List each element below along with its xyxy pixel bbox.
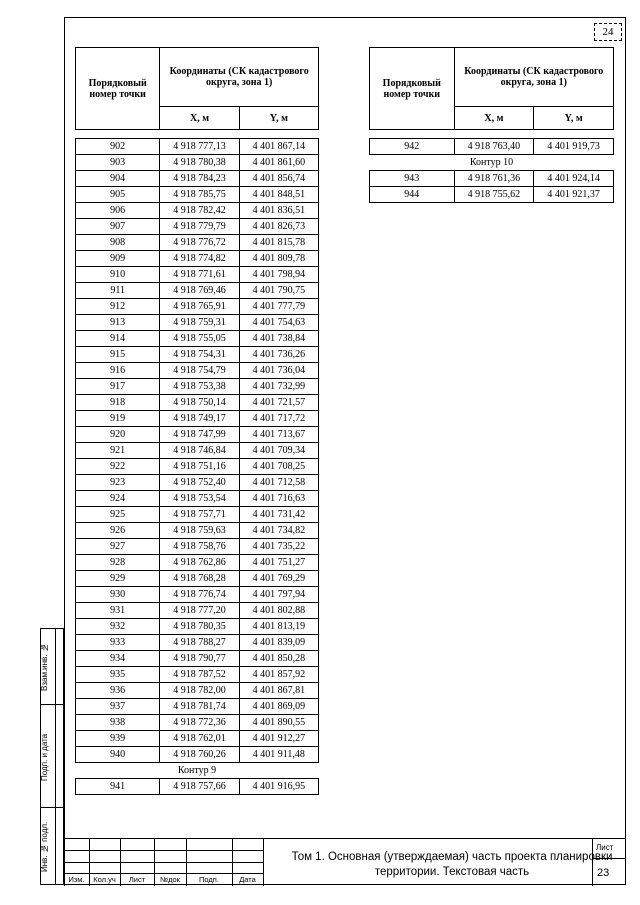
point-number-cell: 944 (370, 187, 455, 203)
point-number-cell: 933 (76, 635, 160, 651)
y-coordinate-cell: 4 401 721,57 (239, 395, 318, 411)
table-row (76, 363, 319, 379)
left-table-body (76, 139, 319, 795)
table-row (76, 587, 319, 603)
y-coordinate-cell: 4 401 890,55 (239, 715, 318, 731)
y-coordinate-cell: 4 401 839,09 (239, 635, 318, 651)
table-row (76, 699, 319, 715)
contour-label: Контур 9 (76, 763, 319, 779)
title-label-count: Кол.уч (93, 875, 116, 884)
x-coordinate-cell: 4 918 762,86 (160, 555, 239, 571)
page-number: 24 (594, 23, 622, 41)
point-number-cell: 922 (76, 459, 160, 475)
x-coordinate-cell: 4 918 768,28 (160, 571, 239, 587)
x-coordinate-cell: 4 918 753,54 (160, 491, 239, 507)
point-number-cell: 942 (370, 139, 455, 155)
table-row (76, 747, 319, 763)
y-coordinate-cell: 4 401 813,19 (239, 619, 318, 635)
table-row (76, 331, 319, 347)
y-coordinate-cell: 4 401 713,67 (239, 427, 318, 443)
x-coordinate-cell: 4 918 771,61 (160, 267, 239, 283)
table-row (76, 315, 319, 331)
y-coordinate-cell: 4 401 708,25 (239, 459, 318, 475)
x-coordinate-cell: 4 918 782,42 (160, 203, 239, 219)
point-number-cell: 923 (76, 475, 160, 491)
table-row (76, 667, 319, 683)
point-number-cell: 920 (76, 427, 160, 443)
point-number-cell: 919 (76, 411, 160, 427)
y-coordinate-cell: 4 401 736,04 (239, 363, 318, 379)
x-coordinate-cell: 4 918 787,52 (160, 667, 239, 683)
y-coordinate-cell: 4 401 919,73 (534, 139, 614, 155)
y-coordinate-cell: 4 401 861,60 (239, 155, 318, 171)
table-row (76, 203, 319, 219)
y-coordinate-cell: 4 401 809,78 (239, 251, 318, 267)
x-coordinate-cell: 4 918 777,13 (160, 139, 239, 155)
point-number-cell: 918 (76, 395, 160, 411)
y-coordinate-cell: 4 401 735,22 (239, 539, 318, 555)
title-label-sheet: Лист (128, 875, 146, 884)
table-row (76, 139, 319, 155)
point-number-cell: 935 (76, 667, 160, 683)
table-row (76, 443, 319, 459)
header-point-number: Порядковый номер точки (76, 48, 160, 130)
y-coordinate-cell: 4 401 738,84 (239, 331, 318, 347)
x-coordinate-cell: 4 918 757,66 (160, 779, 239, 795)
sheet-number: 23 (597, 867, 610, 879)
x-coordinate-cell: 4 918 785,75 (160, 187, 239, 203)
x-coordinate-cell: 4 918 784,23 (160, 171, 239, 187)
header-y: Y, м (534, 107, 614, 130)
x-coordinate-cell: 4 918 747,99 (160, 427, 239, 443)
x-coordinate-cell: 4 918 776,72 (160, 235, 239, 251)
point-number-cell: 927 (76, 539, 160, 555)
point-number-cell: 908 (76, 235, 160, 251)
x-coordinate-cell: 4 918 781,74 (160, 699, 239, 715)
y-coordinate-cell: 4 401 712,58 (239, 475, 318, 491)
point-number-cell: 916 (76, 363, 160, 379)
point-number-cell: 930 (76, 587, 160, 603)
y-coordinate-cell: 4 401 731,42 (239, 507, 318, 523)
point-number-cell: 932 (76, 619, 160, 635)
stamp-inv-orig-cell (40, 807, 64, 885)
table-row (76, 187, 319, 203)
x-coordinate-cell: 4 918 780,38 (160, 155, 239, 171)
x-coordinate-cell: 4 918 779,79 (160, 219, 239, 235)
point-number-cell: 917 (76, 379, 160, 395)
point-number-cell: 938 (76, 715, 160, 731)
coordinates-table-right (369, 47, 614, 203)
table-row (76, 267, 319, 283)
y-coordinate-cell: 4 401 736,26 (239, 347, 318, 363)
point-number-cell: 914 (76, 331, 160, 347)
table-row (76, 555, 319, 571)
x-coordinate-cell: 4 918 761,36 (454, 171, 534, 187)
y-coordinate-cell: 4 401 717,72 (239, 411, 318, 427)
y-coordinate-cell: 4 401 857,92 (239, 667, 318, 683)
y-coordinate-cell: 4 401 798,94 (239, 267, 318, 283)
point-number-cell: 913 (76, 315, 160, 331)
point-number-cell: 909 (76, 251, 160, 267)
y-coordinate-cell: 4 401 826,73 (239, 219, 318, 235)
y-coordinate-cell: 4 401 732,99 (239, 379, 318, 395)
x-coordinate-cell: 4 918 782,00 (160, 683, 239, 699)
y-coordinate-cell: 4 401 716,63 (239, 491, 318, 507)
table-row (76, 651, 319, 667)
table-row (76, 715, 319, 731)
point-number-cell: 943 (370, 171, 455, 187)
x-coordinate-cell: 4 918 749,17 (160, 411, 239, 427)
side-stamp (40, 628, 64, 885)
table-row (76, 171, 319, 187)
table-row (76, 779, 319, 795)
x-coordinate-cell: 4 918 752,40 (160, 475, 239, 491)
y-coordinate-cell: 4 401 802,88 (239, 603, 318, 619)
x-coordinate-cell: 4 918 762,01 (160, 731, 239, 747)
sheet-label: Лист (596, 843, 614, 852)
table-row (76, 155, 319, 171)
x-coordinate-cell: 4 918 754,79 (160, 363, 239, 379)
title-label-date: Дата (239, 875, 256, 884)
x-coordinate-cell: 4 918 760,26 (160, 747, 239, 763)
title-label-sign: Подп. (199, 875, 219, 884)
point-number-cell: 925 (76, 507, 160, 523)
table-row (370, 187, 614, 203)
table-row (76, 379, 319, 395)
y-coordinate-cell: 4 401 754,63 (239, 315, 318, 331)
stamp-inv-replace-label: Взам.инв. № (40, 643, 49, 692)
table-row (76, 235, 319, 251)
table-row (370, 139, 614, 155)
table-row (76, 411, 319, 427)
x-coordinate-cell: 4 918 776,74 (160, 587, 239, 603)
stamp-inv-orig-label: Инв. № подл. (40, 821, 49, 873)
header-y: Y, м (239, 107, 318, 130)
x-coordinate-cell: 4 918 746,84 (160, 443, 239, 459)
title-label-doc: №док (160, 875, 180, 884)
table-row (76, 571, 319, 587)
point-number-cell: 934 (76, 651, 160, 667)
table-row (76, 299, 319, 315)
right-table-body (370, 139, 614, 203)
y-coordinate-cell: 4 401 869,09 (239, 699, 318, 715)
x-coordinate-cell: 4 918 763,40 (454, 139, 534, 155)
y-coordinate-cell: 4 401 916,95 (239, 779, 318, 795)
y-coordinate-cell: 4 401 911,48 (239, 747, 318, 763)
table-row (76, 731, 319, 747)
y-coordinate-cell: 4 401 921,37 (534, 187, 614, 203)
y-coordinate-cell: 4 401 790,75 (239, 283, 318, 299)
header-x: X, м (160, 107, 239, 130)
x-coordinate-cell: 4 918 774,82 (160, 251, 239, 267)
x-coordinate-cell: 4 918 753,38 (160, 379, 239, 395)
coordinates-table-left (75, 47, 319, 795)
point-number-cell: 926 (76, 523, 160, 539)
y-coordinate-cell: 4 401 848,51 (239, 187, 318, 203)
x-coordinate-cell: 4 918 750,14 (160, 395, 239, 411)
y-coordinate-cell: 4 401 924,14 (534, 171, 614, 187)
x-coordinate-cell: 4 918 788,27 (160, 635, 239, 651)
y-coordinate-cell: 4 401 856,74 (239, 171, 318, 187)
x-coordinate-cell: 4 918 758,76 (160, 539, 239, 555)
y-coordinate-cell: 4 401 709,34 (239, 443, 318, 459)
y-coordinate-cell: 4 401 867,81 (239, 683, 318, 699)
x-coordinate-cell: 4 918 755,05 (160, 331, 239, 347)
y-coordinate-cell: 4 401 797,94 (239, 587, 318, 603)
y-coordinate-cell: 4 401 912,27 (239, 731, 318, 747)
header-coordinates: Координаты (СК кадастрового округа, зона 1) (454, 48, 613, 107)
x-coordinate-cell: 4 918 765,91 (160, 299, 239, 315)
y-coordinate-cell: 4 401 836,51 (239, 203, 318, 219)
x-coordinate-cell: 4 918 759,63 (160, 523, 239, 539)
point-number-cell: 915 (76, 347, 160, 363)
x-coordinate-cell: 4 918 790,77 (160, 651, 239, 667)
x-coordinate-cell: 4 918 759,31 (160, 315, 239, 331)
stamp-sign-date-label: Подп. и дата (40, 733, 49, 781)
table-row (76, 459, 319, 475)
x-coordinate-cell: 4 918 769,46 (160, 283, 239, 299)
table-row (76, 427, 319, 443)
point-number-cell: 903 (76, 155, 160, 171)
point-number-cell: 912 (76, 299, 160, 315)
table-row (370, 171, 614, 187)
stamp-sign-date-cell (40, 704, 64, 808)
header-coordinates: Координаты (СК кадастрового округа, зона 1) (160, 48, 319, 107)
table-row (76, 395, 319, 411)
header-point-number: Порядковый номер точки (370, 48, 455, 130)
x-coordinate-cell: 4 918 754,31 (160, 347, 239, 363)
point-number-cell: 902 (76, 139, 160, 155)
point-number-cell: 937 (76, 699, 160, 715)
x-coordinate-cell: 4 918 751,16 (160, 459, 239, 475)
y-coordinate-cell: 4 401 769,29 (239, 571, 318, 587)
contour-label: Контур 10 (370, 155, 614, 171)
x-coordinate-cell: 4 918 772,36 (160, 715, 239, 731)
point-number-cell: 905 (76, 187, 160, 203)
y-coordinate-cell: 4 401 850,28 (239, 651, 318, 667)
y-coordinate-cell: 4 401 751,27 (239, 555, 318, 571)
point-number-cell: 910 (76, 267, 160, 283)
table-row (76, 507, 319, 523)
point-number-cell: 939 (76, 731, 160, 747)
table-row (76, 219, 319, 235)
header-x: X, м (454, 107, 534, 130)
point-number-cell: 924 (76, 491, 160, 507)
point-number-cell: 941 (76, 779, 160, 795)
x-coordinate-cell: 4 918 780,35 (160, 619, 239, 635)
contour-row (76, 763, 319, 779)
point-number-cell: 940 (76, 747, 160, 763)
table-row (76, 619, 319, 635)
title-block (64, 838, 626, 886)
table-row (76, 635, 319, 651)
table-row (76, 603, 319, 619)
point-number-cell: 931 (76, 603, 160, 619)
point-number-cell: 929 (76, 571, 160, 587)
point-number-cell: 906 (76, 203, 160, 219)
title-label-change: Изм. (68, 875, 85, 884)
contour-row (370, 155, 614, 171)
table-row (76, 475, 319, 491)
x-coordinate-cell: 4 918 777,20 (160, 603, 239, 619)
point-number-cell: 904 (76, 171, 160, 187)
point-number-cell: 921 (76, 443, 160, 459)
y-coordinate-cell: 4 401 734,82 (239, 523, 318, 539)
table-row (76, 523, 319, 539)
table-row (76, 491, 319, 507)
y-coordinate-cell: 4 401 777,79 (239, 299, 318, 315)
point-number-cell: 928 (76, 555, 160, 571)
point-number-cell: 911 (76, 283, 160, 299)
table-row (76, 539, 319, 555)
point-number-cell: 907 (76, 219, 160, 235)
table-row (76, 251, 319, 267)
table-row (76, 283, 319, 299)
table-row (76, 683, 319, 699)
stamp-inv-replace-cell (40, 628, 64, 705)
document-title: Том 1. Основная (утверждаемая) часть проекта планировки территории. Текстовая часть (291, 851, 613, 878)
x-coordinate-cell: 4 918 757,71 (160, 507, 239, 523)
x-coordinate-cell: 4 918 755,62 (454, 187, 534, 203)
point-number-cell: 936 (76, 683, 160, 699)
y-coordinate-cell: 4 401 815,78 (239, 235, 318, 251)
table-row (76, 347, 319, 363)
y-coordinate-cell: 4 401 867,14 (239, 139, 318, 155)
